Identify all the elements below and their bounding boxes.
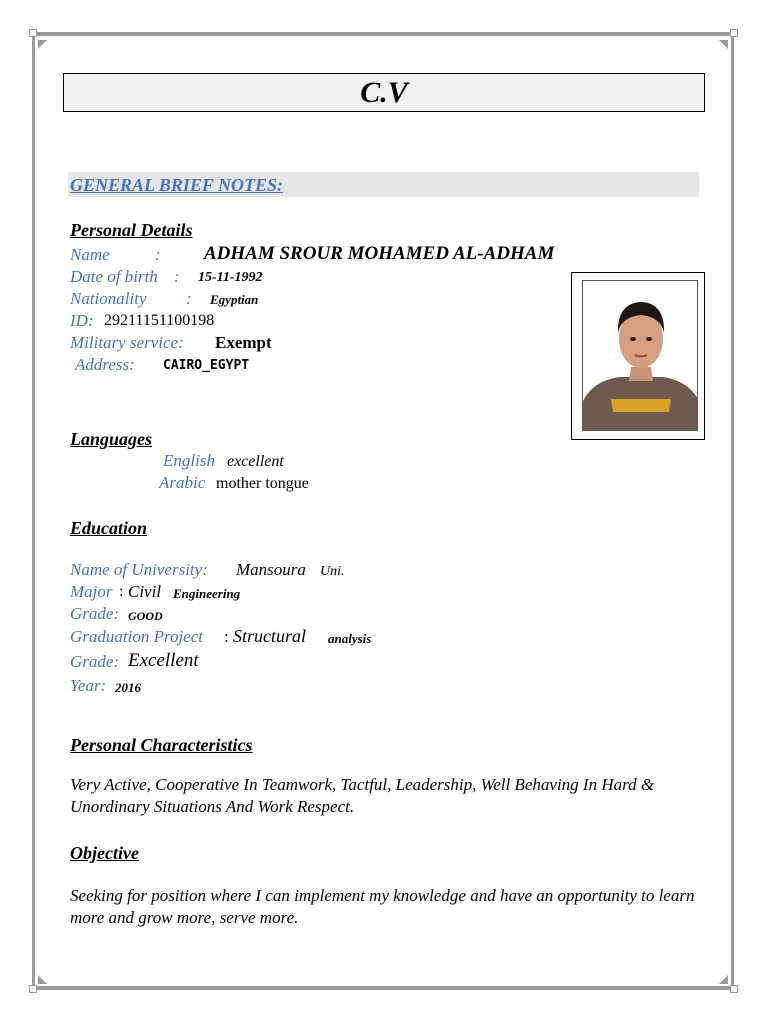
major-suffix: Engineering: [173, 586, 241, 601]
year-label: Year:: [70, 676, 107, 695]
graduation-project-value: Structural: [233, 626, 307, 646]
personal-characteristics-heading: Personal Characteristics: [70, 735, 253, 755]
dob-label: Date of birth: [70, 267, 158, 286]
graduation-project-label: Graduation Project: [70, 627, 203, 646]
personal-details-heading: Personal Details: [70, 220, 193, 240]
person-portrait-icon: [583, 281, 698, 431]
resize-handle-top-left: [29, 29, 37, 37]
corner-mark-bottom-left: [38, 975, 47, 984]
graduation-project-colon: :: [224, 627, 229, 646]
university-label: Name of University:: [70, 560, 208, 579]
education-heading: Education: [70, 518, 148, 538]
corner-mark-top-right: [719, 40, 728, 49]
objective-heading: Objective: [70, 843, 139, 863]
id-value: 29211151100198: [104, 312, 215, 329]
personal-characteristics-text: Very Active, Cooperative In Teamwork, Tactful, Leadership, Well Behaving In Hard & Unordinary Situations And Work Respect.: [70, 775, 655, 816]
major-value: Civil: [128, 582, 162, 601]
nationality-value: Egyptian: [210, 292, 259, 307]
university-value: Mansoura: [236, 560, 306, 579]
language-english-level: excellent: [227, 453, 284, 470]
name-value: ADHAM SROUR MOHAMED AL-ADHAM: [204, 243, 555, 264]
language-arabic-level: mother tongue: [216, 475, 309, 492]
languages-heading: Languages: [70, 429, 153, 449]
graduation-project-suffix: analysis: [328, 631, 372, 646]
military-service-value: Exempt: [215, 333, 272, 352]
university-suffix: Uni.: [320, 564, 345, 579]
general-notes-heading: GENERAL BRIEF NOTES:: [70, 175, 284, 195]
language-english-name: English: [163, 451, 215, 470]
major-label: Major: [70, 582, 113, 601]
nationality-label: Nationality: [70, 289, 147, 308]
dob-value: 15-11-1992: [198, 270, 263, 285]
profile-photo: [582, 280, 698, 431]
language-arabic-name: Arabic: [159, 473, 206, 492]
project-grade-label: Grade:: [70, 652, 120, 671]
year-value: 2016: [115, 680, 141, 695]
resize-handle-bottom-left: [29, 985, 37, 993]
resize-handle-top-right: [730, 29, 738, 37]
corner-mark-top-left: [38, 40, 47, 49]
major-colon: :: [119, 583, 124, 600]
name-colon: :: [155, 245, 161, 264]
project-grade-value: Excellent: [128, 650, 199, 671]
address-value: CAIRO_EGYPT: [163, 358, 250, 373]
cv-title: C.V: [63, 73, 705, 112]
military-service-label: Military service:: [70, 333, 184, 352]
name-label: Name: [70, 245, 110, 264]
nationality-colon: :: [186, 289, 192, 308]
address-label: Address:: [75, 355, 135, 374]
resize-handle-bottom-right: [730, 985, 738, 993]
grade-value: GOOD: [128, 609, 163, 623]
dob-colon: :: [174, 267, 180, 286]
grade-label: Grade:: [70, 604, 120, 623]
id-label: ID:: [70, 311, 94, 330]
corner-mark-bottom-right: [719, 975, 728, 984]
objective-text: Seeking for position where I can implement my knowledge and have an opportunity to learn more and grow more, serve more.: [70, 886, 695, 927]
